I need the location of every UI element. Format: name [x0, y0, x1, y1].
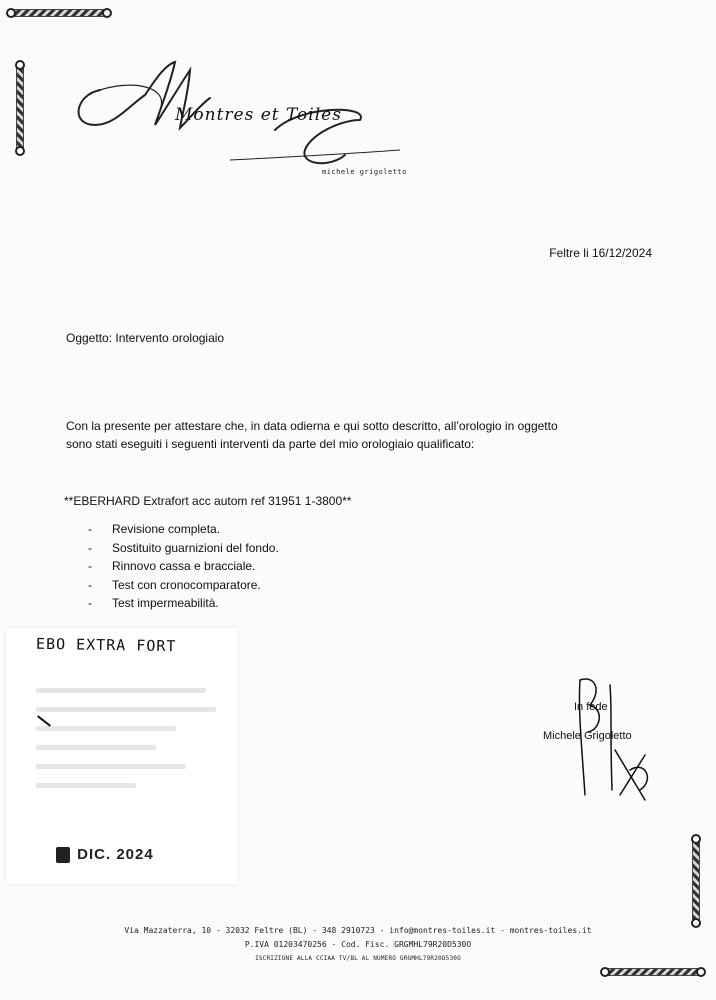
list-dash: -: [88, 559, 92, 573]
rope-knot: [6, 8, 16, 18]
list-dash: -: [88, 540, 92, 555]
stamp-blot: [56, 847, 70, 863]
list-dash: -: [88, 522, 92, 536]
body-line: Con la presente per attestare che, in data odierna e qui sotto descritto, all’orologio in oggetto: [66, 419, 558, 433]
date-stamp: [56, 846, 154, 863]
list-dash: -: [88, 577, 92, 592]
sticky-note: [6, 628, 238, 884]
stamp-text: DIC. 2024: [77, 846, 154, 863]
faded-text-lines: [36, 688, 226, 802]
rope-decoration-bottom-right: [604, 968, 702, 976]
list-item: [88, 576, 279, 595]
footer-address: Via Mazzaterra, 10 - 32032 Feltre (BL) - 348 2910723 - info@montres-toiles.it - montres-toiles.it: [124, 926, 592, 935]
work-list: [88, 520, 279, 613]
rope-knot: [15, 60, 25, 70]
logo-text: Montres et Toiles: [175, 105, 342, 125]
list-item: [88, 557, 279, 576]
footer-tax-info: P.IVA 01203470256 - Cod. Fisc. GRGMHL79R20D530O: [244, 940, 472, 949]
list-item-text: Revisione completa.: [112, 522, 221, 536]
list-dash: -: [88, 596, 92, 610]
signature-closing: In fede: [574, 701, 608, 713]
body-line: sono stati eseguiti i seguenti interventi da parte del mio orologiaio qualificato:: [66, 437, 475, 451]
list-item: [88, 520, 279, 539]
rope-knot: [696, 967, 706, 977]
letter-footer: [0, 925, 716, 965]
list-item-text: Rinnovo cassa e bracciale.: [112, 559, 256, 573]
rope-knot: [691, 834, 701, 844]
list-item-text: Test impermeabilità.: [112, 596, 219, 610]
rope-knot: [102, 8, 112, 18]
list-item: [88, 539, 279, 558]
rope-decoration-right: [692, 838, 700, 926]
handwritten-note: EBO EXTRA FORT: [35, 634, 177, 656]
rope-decoration-top-left: [10, 9, 108, 17]
rope-knot: [600, 967, 610, 977]
rope-decoration-left: [16, 64, 24, 152]
letter-body: [66, 417, 666, 453]
rope-knot: [15, 146, 25, 156]
logo-wordmark: [175, 105, 342, 125]
footer-registration: ISCRIZIONE ALLA CCIAA TV/BL AL NUMERO GRGMHL79R20D530O: [255, 955, 461, 962]
letter-subject: Oggetto: Intervento orologiaio: [66, 331, 225, 345]
watch-reference: **EBERHARD Extrafort acc autom ref 31951 1-3800**: [64, 494, 352, 508]
logo-subtitle: michele grigoletto: [322, 168, 407, 176]
list-item-text: Test con cronocomparatore.: [112, 577, 261, 592]
letter-date: Feltre li 16/12/2024: [549, 246, 652, 260]
signer-name: Michele Grigoletto: [543, 730, 632, 742]
list-item-text: Sostituito guarnizioni del fondo.: [112, 540, 279, 555]
list-item: [88, 594, 279, 613]
